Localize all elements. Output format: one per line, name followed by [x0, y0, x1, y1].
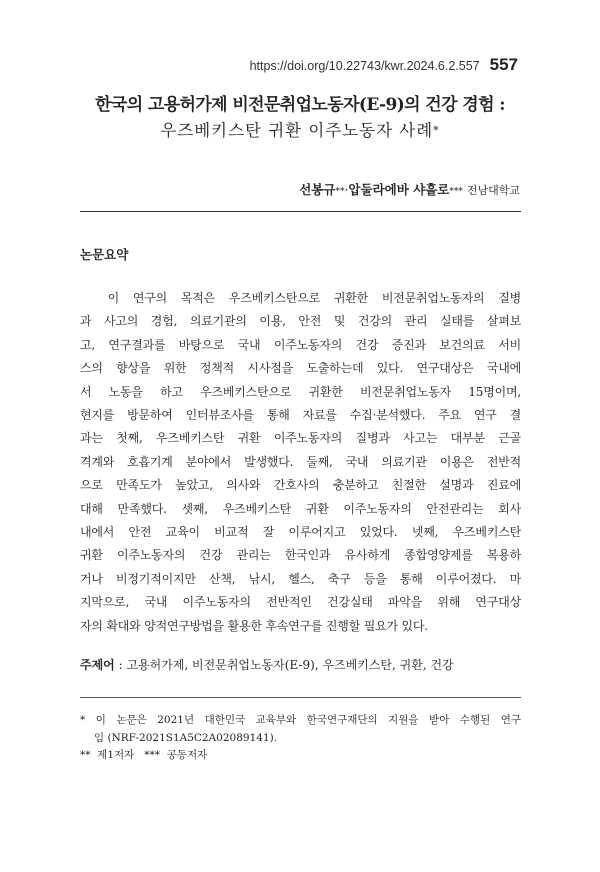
- title-subtitle-text: 우즈베키스탄 귀환 이주노동자 사례: [160, 121, 434, 140]
- abstract-line: 과는 첫째, 우즈베키스탄 귀환 이주노동자의 질병과 사고는 대부분 근골: [80, 431, 521, 446]
- author-1-mark: **: [335, 187, 345, 197]
- keywords-label: 주제어: [80, 658, 115, 672]
- abstract-line: 으로 만족도가 높았고, 의사와 간호사의 충분하고 친절한 설명과 진료에: [80, 478, 521, 493]
- abstract-line: 지막으로, 국내 이주노동자의 전반적인 건강실태 파악을 위해 연구대상: [80, 595, 521, 610]
- abstract-line: 현지를 방문하여 인터뷰조사를 통해 자료를 수집·분석했다. 주요 연구 결: [80, 408, 521, 423]
- footnotes: [80, 712, 521, 765]
- abstract-line: 내에서 안전 교육이 비교적 잘 이루어지고 있었다. 넷째, 우즈베키스탄: [80, 525, 521, 540]
- author-1: 선봉규: [299, 182, 336, 197]
- author-affiliation: 전남대학교: [466, 184, 520, 197]
- title-divider: [80, 211, 521, 212]
- title-subtitle: [60, 118, 540, 144]
- author-2: 압둘라에바 샤흘로: [348, 182, 450, 197]
- paper-title: [60, 92, 540, 144]
- page-header: [250, 55, 518, 75]
- abstract-line: 자의 확대와 양적연구방법을 활용한 후속연구를 진행할 필요가 있다.: [80, 618, 428, 633]
- footnote-divider: [80, 697, 521, 698]
- abstract-line: 서 노동을 하고 우즈베키스탄으로 귀환한 비전문취업노동자 15명이며,: [80, 384, 521, 399]
- abstract-line: 대해 만족했다. 셋째, 우즈베키스탄 귀환 이주노동자의 안전관리는 회사: [80, 501, 521, 516]
- abstract-line: 귀환 이주노동자의 건강 관리는 한국인과 유사하게 종합영양제를 복용하: [80, 548, 521, 563]
- keywords-separator: :: [114, 658, 127, 672]
- title-main: 한국의 고용허가제 비전문취업노동자(E-9)의 건강 경험 :: [95, 95, 505, 115]
- footnote-author-roles: ** 제1저자 *** 공동저자: [80, 749, 208, 761]
- abstract-line: 격계와 호흡기계 분야에서 발생했다. 둘째, 국내 의료기관 이용은 전반적: [80, 454, 521, 469]
- keywords: [80, 656, 521, 673]
- abstract-body: [80, 287, 521, 638]
- footnote-funding-line-1: * 이 논문은 2021년 대한민국 교육부와 한국연구재단의 지원을 받아 수행된 연구: [80, 714, 521, 726]
- abstract-line: 고, 연구결과를 바탕으로 국내 이주노동자의 건강 증진과 보건의료 서비: [80, 337, 521, 352]
- keywords-text: 고용허가제, 비전문취업노동자(E-9), 우즈베키스탄, 귀환, 건강: [126, 658, 454, 672]
- author-line: [299, 180, 520, 198]
- abstract-line: 스의 향상을 위한 정책적 시사점을 도출하는데 있다. 연구대상은 국내에: [80, 361, 521, 376]
- author-separator: ·: [344, 182, 349, 197]
- footnote-funding-line-2: 임 (NRF-2021S1A5C2A02089141).: [94, 731, 278, 744]
- abstract-line: 이 연구의 목적은 우즈베키스탄으로 귀환한 비전문취업노동자의 질병: [80, 291, 521, 305]
- title-footnote-mark: *: [433, 124, 440, 137]
- doi-link[interactable]: https://doi.org/10.22743/kwr.2024.6.2.557: [249, 59, 480, 73]
- abstract-line: 거나 비정기적이지만 산책, 낚시, 헬스, 축구 등을 통해 이루어졌다. 마: [80, 571, 521, 586]
- page-number: 557: [489, 55, 518, 74]
- abstract-line: 과 사고의 경험, 의료기관의 이용, 안전 및 건강의 관리 실태를 살펴보: [80, 314, 521, 329]
- abstract-heading: 논문요약: [80, 247, 129, 262]
- author-2-mark: ***: [449, 187, 463, 197]
